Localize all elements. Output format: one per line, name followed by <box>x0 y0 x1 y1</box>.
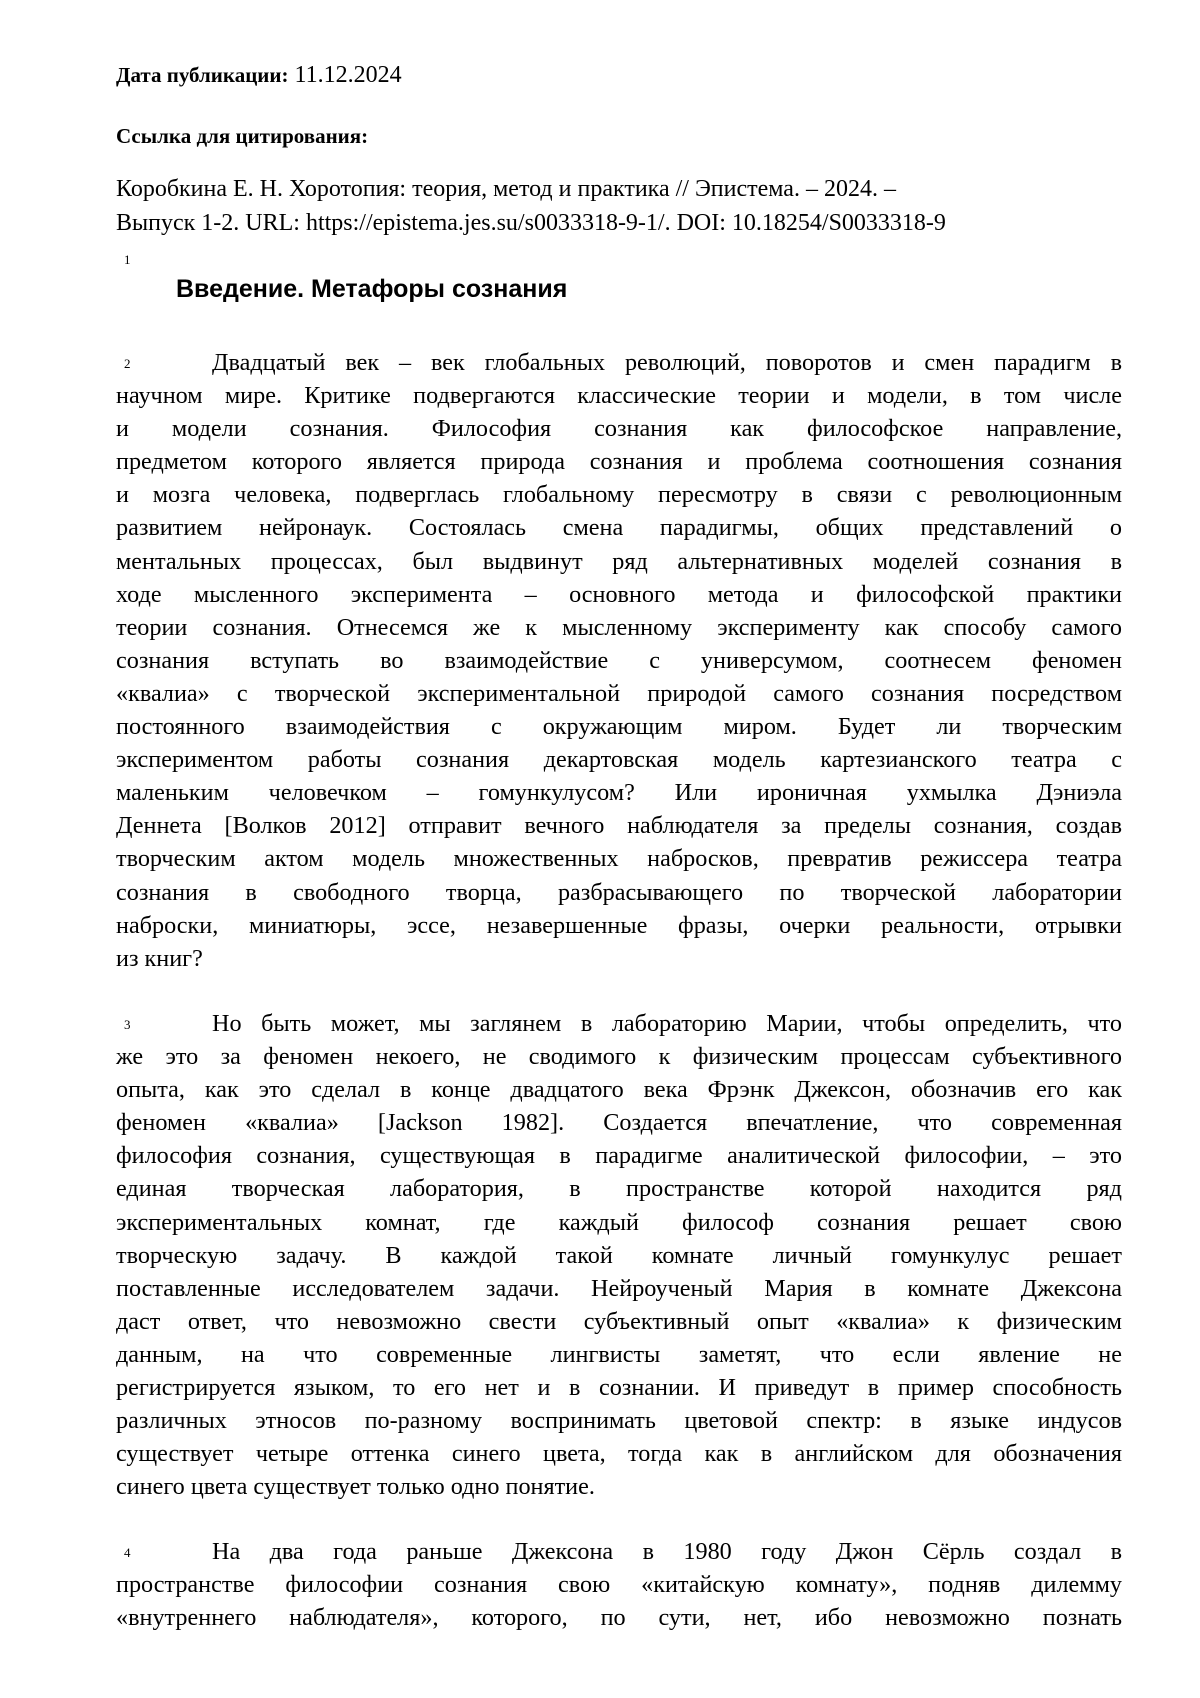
paragraph-line: опыта, как это сделал в конце двадцатого века Фрэнк Джексон, обозначив его как <box>116 1076 1122 1104</box>
publication-date-label: Дата публикации: <box>116 63 289 87</box>
paragraph-line: сознания в свободного творца, разбрасывающего по творческой лаборатории <box>116 878 1122 906</box>
publication-date-line <box>116 60 402 90</box>
paragraph-line: «внутреннего наблюдателя», которого, по сути, нет, ибо невозможно познать <box>116 1604 1122 1632</box>
paragraph-line: пространстве философии сознания свою «китайскую комнату», подняв дилемму <box>116 1571 1122 1599</box>
paragraph-line: Двадцатый век – век глобальных революций, поворотов и смен парадигм в <box>212 349 1122 376</box>
paragraph-line: единая творческая лаборатория, в пространстве которой находится ряд <box>116 1175 1122 1203</box>
paragraph-line: На два года раньше Джексона в 1980 году Джон Сёрль создал в <box>212 1538 1122 1565</box>
paragraph-line: предметом которого является природа сознания и проблема соотношения сознания <box>116 448 1122 476</box>
paragraph-line: феномен «квалиа» [Jackson 1982]. Создается впечатление, что современная <box>116 1109 1122 1137</box>
paragraph-line: же это за феномен некоего, не сводимого к физическим процессам субъективного <box>116 1043 1122 1071</box>
paragraph-line: ходе мысленного эксперимента – основного метода и философской практики <box>116 580 1122 608</box>
citation-label-line <box>116 121 368 151</box>
paragraph-line: регистрируется языком, то его нет и в сознании. И приведут в пример способность <box>116 1374 1122 1402</box>
paragraph-line: из книг? <box>116 944 203 972</box>
paragraph <box>116 346 1122 975</box>
paragraph-line: маленьким человечком – гомункулусом? Или ироничная ухмылка Дэниэла <box>116 779 1122 807</box>
paragraph-line: творческим актом модель множественных набросков, превратив режиссера театра <box>116 845 1122 873</box>
citation-line: Выпуск 1-2. URL: https://epistema.jes.su/s0033318-9-1/. DOI: 10.18254/S0033318-9 <box>116 210 946 236</box>
paragraph-line: экспериментальных комнат, где каждый философ сознания решает свою <box>116 1208 1122 1236</box>
paragraph-line: постоянного взаимодействия с окружающим миром. Будет ли творческим <box>116 713 1122 741</box>
paragraph-line: различных этносов по-разному воспринимать цветовой спектр: в языке индусов <box>116 1407 1122 1435</box>
paragraph-line: данным, на что современные лингвисты заметят, что если явление не <box>116 1340 1122 1368</box>
paragraph-number: 2 <box>124 356 131 371</box>
paragraph-line: философия сознания, существующая в парадигме аналитической философии, – это <box>116 1142 1122 1170</box>
paragraph-line: экспериментом работы сознания декартовская модель картезианского театра с <box>116 746 1122 774</box>
paragraph-line: «квалиа» с творческой экспериментальной природой самого сознания посредством <box>116 679 1122 707</box>
paragraph-number: 3 <box>124 1017 131 1032</box>
paragraph-line: и модели сознания. Философия сознания как философское направление, <box>116 415 1122 443</box>
citation-line: Коробкина Е. Н. Хоротопия: теория, метод и практика // Эпистема. – 2024. – <box>116 176 896 202</box>
paragraph-line: творческую задачу. В каждой такой комнате личный гомункулус решает <box>116 1241 1122 1269</box>
section-title: Введение. Метафоры сознания <box>176 275 568 303</box>
paragraph-line: наброски, миниатюры, эссе, незавершенные фразы, очерки реальности, отрывки <box>116 911 1122 939</box>
citation-label: Ссылка для цитирования: <box>116 124 369 148</box>
publication-date-value: 11.12.2024 <box>294 62 402 88</box>
paragraph-line: и мозга человека, подверглась глобальному пересмотру в связи с революционным <box>116 481 1122 509</box>
paragraph-line: поставленные исследователем задачи. Нейроученый Мария в комнате Джексона <box>116 1274 1122 1302</box>
paragraph-line: теории сознания. Отнесемся же к мысленному эксперименту как способу самого <box>116 613 1122 641</box>
section-number: 1 <box>124 252 131 267</box>
paragraph-line: сознания вступать во взаимодействие с универсумом, соотнесем феномен <box>116 646 1122 674</box>
paragraph <box>116 1007 1122 1503</box>
paragraph-line: научном мире. Критике подвергаются классические теории и модели, в том числе <box>116 382 1122 410</box>
paragraph-line: синего цвета существует только одно понятие. <box>116 1473 595 1501</box>
paragraph-line: даст ответ, что невозможно свести субъективный опыт «квалиа» к физическим <box>116 1307 1122 1335</box>
paragraph-line: ментальных процессах, был выдвинут ряд альтернативных моделей сознания в <box>116 547 1122 575</box>
paragraph-number: 4 <box>124 1545 131 1560</box>
paragraph-line: Но быть может, мы заглянем в лабораторию Марии, чтобы определить, что <box>212 1010 1122 1037</box>
citation-text <box>116 172 1116 240</box>
paragraph <box>116 1535 1122 1634</box>
paragraph-line: развитием нейронаук. Состоялась смена парадигмы, общих представлений о <box>116 514 1122 542</box>
paragraph-line: Деннета [Волков 2012] отправит вечного наблюдателя за пределы сознания, создав <box>116 812 1122 840</box>
paragraph-line: существует четыре оттенка синего цвета, тогда как в английском для обозначения <box>116 1440 1122 1468</box>
